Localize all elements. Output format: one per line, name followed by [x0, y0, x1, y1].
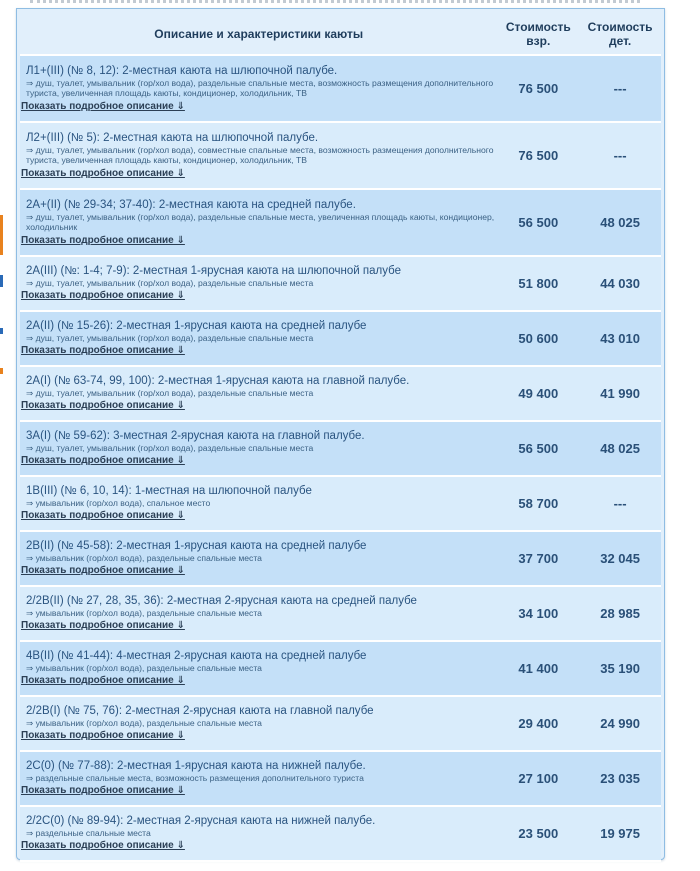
child-price: ---: [579, 477, 661, 532]
cabin-features: ⇒ умывальник (гор/хол вода), раздельные спальные места: [26, 607, 262, 618]
child-price: 32 045: [579, 532, 661, 587]
left-page-edge-mark: [0, 368, 3, 374]
adult-price: 34 100: [497, 587, 579, 642]
child-price: 44 030: [579, 257, 661, 312]
table-row: [20, 532, 661, 587]
child-price: ---: [579, 56, 661, 123]
table-row: [20, 190, 661, 257]
cropped-text-line: [30, 0, 640, 6]
cabin-title: Л1+(III) (№ 8, 12): 2-местная каюта на шлюпочной палубе.: [26, 64, 338, 77]
show-details-link[interactable]: Показать подробное описание ⇓: [21, 100, 185, 112]
child-price: ---: [579, 123, 661, 190]
cabin-description-cell: [20, 477, 497, 532]
cabin-features: ⇒ душ, туалет, умывальник (гор/хол вода), раздельные спальные места, увеличенная площадь каюты, кондиционер, холодильник: [26, 211, 495, 232]
cabin-title: 3А(I) (№ 59-62): 3-местная 2-ярусная каюта на главной палубе.: [26, 429, 365, 442]
show-details-link[interactable]: Показать подробное описание ⇓: [21, 290, 185, 302]
cabin-title: Л2+(III) (№ 5): 2-местная каюта на шлюпочной палубе.: [26, 131, 319, 144]
adult-price: 27 100: [497, 752, 579, 807]
show-details-link[interactable]: Показать подробное описание ⇓: [21, 785, 185, 797]
adult-price: 50 600: [497, 312, 579, 367]
cabin-description-cell: [20, 422, 497, 477]
cabin-description-cell: [20, 532, 497, 587]
cabin-description-cell: [20, 752, 497, 807]
cabin-features: ⇒ душ, туалет, умывальник (гор/хол вода), раздельные спальные места: [26, 277, 314, 288]
cabin-features: ⇒ душ, туалет, умывальник (гор/хол вода), совместные спальные места, возможность размещения дополнительного туриста, увеличенная площадь каюты, кондиционер, холодильник, ТВ: [26, 144, 494, 165]
cabin-features: ⇒ душ, туалет, умывальник (гор/хол вода), раздельные спальные места: [26, 332, 314, 343]
table-row: [20, 642, 661, 697]
table-row: [20, 312, 661, 367]
cabin-description-cell: [20, 807, 497, 862]
show-details-link[interactable]: Показать подробное описание ⇓: [21, 234, 185, 246]
show-details-link[interactable]: Показать подробное описание ⇓: [21, 510, 185, 522]
cabin-description-cell: [20, 123, 497, 190]
show-details-link[interactable]: Показать подробное описание ⇓: [21, 345, 185, 357]
cabin-title: 2А(I) (№ 63-74, 99, 100): 2-местная 1-ярусная каюта на главной палубе.: [26, 374, 410, 387]
cabin-price-panel: [16, 8, 665, 860]
adult-price: 56 500: [497, 190, 579, 257]
cabin-title: 1В(III) (№ 6, 10, 14): 1-местная на шлюпочной палубе: [26, 484, 312, 497]
show-details-link[interactable]: Показать подробное описание ⇓: [21, 675, 185, 687]
child-price: 48 025: [579, 422, 661, 477]
cabin-features: ⇒ умывальник (гор/хол вода), спальное место: [26, 497, 211, 508]
show-details-link[interactable]: Показать подробное описание ⇓: [21, 840, 185, 852]
cabin-title: 2С(0) (№ 77-88): 2-местная 1-ярусная каюта на нижней палубе.: [26, 759, 366, 772]
cabin-features: ⇒ умывальник (гор/хол вода), раздельные спальные места: [26, 552, 262, 563]
show-details-link[interactable]: Показать подробное описание ⇓: [21, 565, 185, 577]
adult-price: 29 400: [497, 697, 579, 752]
child-price: 48 025: [579, 190, 661, 257]
cabin-description-cell: [20, 56, 497, 123]
adult-price: 23 500: [497, 807, 579, 862]
cabin-title: 2А(II) (№ 15-26): 2-местная 1-ярусная каюта на средней палубе: [26, 319, 367, 332]
adult-price: 41 400: [497, 642, 579, 697]
adult-price: 49 400: [497, 367, 579, 422]
adult-price: 56 500: [497, 422, 579, 477]
cabin-title: 2/2С(0) (№ 89-94): 2-местная 2-ярусная каюта на нижней палубе.: [26, 814, 376, 827]
cabin-description-cell: [20, 587, 497, 642]
cabin-features: ⇒ раздельные спальные места: [26, 827, 151, 838]
child-price: 35 190: [579, 642, 661, 697]
adult-price: 37 700: [497, 532, 579, 587]
cabin-features: ⇒ душ, туалет, умывальник (гор/хол вода), раздельные спальные места, возможность размещения дополнительного туриста, увеличенная площадь каюты, кондиционер, холодильник, ТВ: [26, 77, 494, 98]
show-details-link[interactable]: Показать подробное описание ⇓: [21, 167, 185, 179]
cabin-description-cell: [20, 697, 497, 752]
child-price: 24 990: [579, 697, 661, 752]
table-row: [20, 56, 661, 123]
show-details-link[interactable]: Показать подробное описание ⇓: [21, 400, 185, 412]
left-page-edge-mark: [0, 328, 3, 334]
child-price: 43 010: [579, 312, 661, 367]
cabin-description-cell: [20, 257, 497, 312]
table-row: [20, 587, 661, 642]
child-price: 23 035: [579, 752, 661, 807]
child-price: 28 985: [579, 587, 661, 642]
left-page-edge-accent: [0, 215, 3, 255]
child-price: 41 990: [579, 367, 661, 422]
table-row: [20, 422, 661, 477]
left-page-edge-mark: [0, 275, 3, 287]
adult-price: 76 500: [497, 123, 579, 190]
table-row: [20, 477, 661, 532]
cabin-features: ⇒ душ, туалет, умывальник (гор/хол вода), раздельные спальные места: [26, 387, 314, 398]
header-child-price: Стоимость дет.: [579, 14, 661, 56]
cabin-title: 2А(III) (№: 1-4; 7-9): 2-местная 1-ярусная каюта на шлюпочной палубе: [26, 264, 401, 277]
cabin-title: 2А+(II) (№ 29-34; 37-40): 2-местная каюта на средней палубе.: [26, 198, 356, 211]
cabin-features: ⇒ раздельные спальные места, возможность размещения дополнительного туриста: [26, 772, 364, 783]
cabin-title: 4В(II) (№ 41-44): 4-местная 2-ярусная каюта на средней палубе: [26, 649, 367, 662]
table-row: [20, 807, 661, 862]
cabin-features: ⇒ душ, туалет, умывальник (гор/хол вода), раздельные спальные места: [26, 442, 314, 453]
cabin-features: ⇒ умывальник (гор/хол вода), раздельные спальные места: [26, 662, 262, 673]
header-adult-price: Стоимость взр.: [497, 14, 579, 56]
adult-price: 51 800: [497, 257, 579, 312]
cabin-title: 2В(II) (№ 45-58): 2-местная 1-ярусная каюта на средней палубе: [26, 539, 367, 552]
table-header-row: [20, 14, 661, 56]
cabin-features: ⇒ умывальник (гор/хол вода), раздельные спальные места: [26, 717, 262, 728]
cabin-description-cell: [20, 642, 497, 697]
show-details-link[interactable]: Показать подробное описание ⇓: [21, 455, 185, 467]
cabin-description-cell: [20, 367, 497, 422]
adult-price: 58 700: [497, 477, 579, 532]
table-row: [20, 697, 661, 752]
table-row: [20, 123, 661, 190]
cabin-title: 2/2В(I) (№ 75, 76): 2-местная 2-ярусная каюта на главной палубе: [26, 704, 374, 717]
table-row: [20, 257, 661, 312]
cabin-title: 2/2В(II) (№ 27, 28, 35, 36): 2-местная 2-ярусная каюта на средней палубе: [26, 594, 417, 607]
cabin-description-cell: [20, 190, 497, 257]
show-details-link[interactable]: Показать подробное описание ⇓: [21, 620, 185, 632]
adult-price: 76 500: [497, 56, 579, 123]
child-price: 19 975: [579, 807, 661, 862]
header-description: Описание и характеристики каюты: [20, 14, 497, 56]
show-details-link[interactable]: Показать подробное описание ⇓: [21, 730, 185, 742]
table-row: [20, 752, 661, 807]
cabin-price-table: [20, 14, 661, 862]
table-row: [20, 367, 661, 422]
cabin-description-cell: [20, 312, 497, 367]
